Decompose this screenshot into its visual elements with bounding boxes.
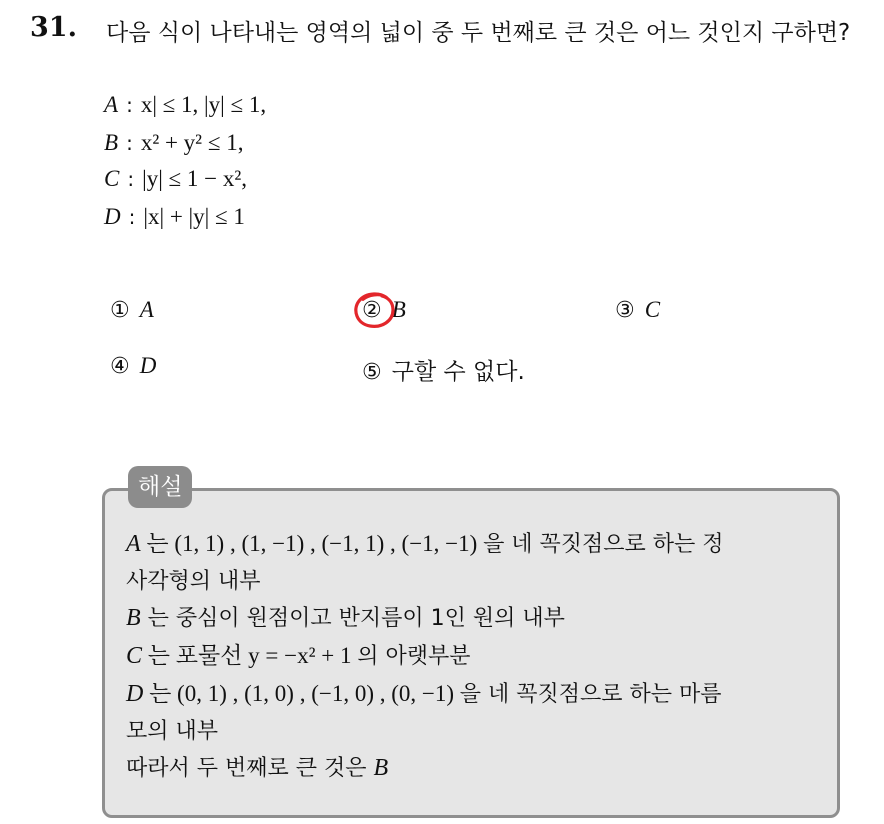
condition-expression: x² + y² ≤ 1, [140, 130, 244, 155]
condition-label: B [104, 130, 119, 155]
solution-phrase: 따라서 두 번째로 큰 것은 [126, 756, 374, 781]
option-value: C [644, 297, 661, 322]
solution-line [126, 675, 836, 713]
solution-label: C [126, 643, 143, 669]
option-number: ④ [110, 354, 130, 379]
option-3[interactable] [615, 297, 660, 323]
condition-separator: : [126, 93, 133, 117]
option-value: 구할 수 없다. [391, 359, 525, 385]
condition-separator: : [126, 131, 133, 155]
solution-line [126, 600, 836, 637]
condition-expression: |x| + |y| ≤ 1 [143, 204, 245, 229]
solution-phrase: 사각형의 내부 [126, 569, 261, 594]
solution-label: B [126, 605, 141, 631]
option-number: ③ [615, 298, 635, 323]
solution-math: 는 (0, 1) , (1, 0) , (−1, 0) , (0, −1) [143, 681, 460, 706]
solution-label: A [126, 531, 141, 557]
solution-tag: 해설 [128, 466, 192, 508]
condition-label: A [104, 92, 119, 117]
solution-phrase: 의 아랫부분 [357, 644, 471, 669]
condition-a [104, 92, 266, 118]
condition-expression: x| ≤ 1, |y| ≤ 1, [140, 92, 267, 117]
option-value: A [139, 297, 154, 322]
answer-circle-mark-icon [352, 290, 398, 330]
solution-math: 는 (1, 1) , (1, −1) , (−1, 1) , (−1, −1) [140, 531, 484, 556]
condition-b [104, 130, 243, 156]
condition-separator: : [128, 205, 136, 229]
option-5[interactable] [362, 353, 525, 386]
option-value: B [391, 297, 406, 322]
solution-line [126, 750, 836, 787]
condition-d [104, 204, 245, 230]
solution-line [126, 563, 836, 600]
option-number: ② [362, 298, 382, 323]
condition-label: C [104, 166, 120, 191]
option-value: D [139, 353, 157, 378]
question-number: 31. [30, 12, 77, 43]
option-number: ⑤ [362, 360, 382, 385]
solution-phrase: 을 네 꼭짓점으로 하는 마름 [459, 682, 722, 707]
solution-line [126, 713, 836, 750]
solution-phrase: 을 네 꼭짓점으로 하는 정 [483, 532, 724, 557]
option-number: ① [110, 298, 130, 323]
condition-label: D [104, 204, 121, 229]
solution-line [126, 525, 836, 563]
option-1[interactable] [110, 297, 154, 323]
condition-separator: : [127, 167, 135, 191]
condition-expression: |y| ≤ 1 − x², [142, 166, 248, 191]
option-4[interactable] [110, 353, 156, 379]
solution-phrase: 는 중심이 원점이고 반지름이 1인 원의 내부 [140, 606, 565, 631]
solution-line [126, 637, 836, 675]
condition-c [104, 166, 247, 192]
solution-math: 는 포물선 y = −x² + 1 [142, 643, 358, 668]
question-text: 다음 식이 나타내는 영역의 넓이 중 두 번째로 큰 것은 어느 것인지 구하면? [106, 20, 851, 46]
solution-phrase: 모의 내부 [126, 719, 219, 744]
solution-label: D [126, 681, 144, 707]
solution-label: B [373, 755, 389, 781]
solution-text [126, 525, 836, 787]
